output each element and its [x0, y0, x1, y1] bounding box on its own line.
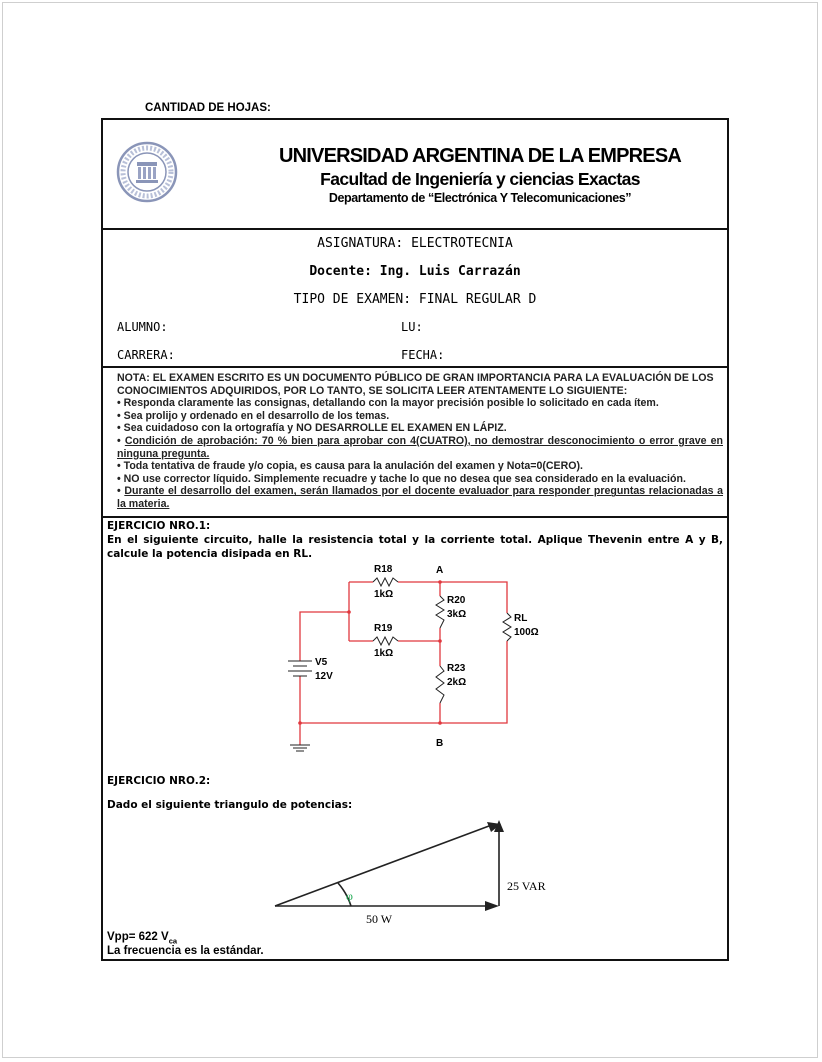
career-field[interactable]: CARRERA: — [117, 348, 175, 362]
university-seal-icon — [115, 140, 179, 204]
r23-label: R23 — [447, 663, 466, 674]
exercise-2-title: EJERCICIO NRO.2: — [107, 775, 211, 787]
node-a-label: A — [436, 565, 444, 576]
power-triangle-diagram — [263, 810, 583, 940]
exam-rules — [103, 368, 727, 518]
rule-item: • NO use corrector líquido. Simplemente recuadre y tache lo que no desea que sea considerado en la evaluación. — [117, 472, 686, 485]
active-power-label: 50 W — [366, 912, 393, 926]
exercise-1-text: En el siguiente circuito, halle la resistencia total y la corriente total. Aplique Thevenin entre A y B, calcule la potencia disipada en RL. — [107, 534, 723, 560]
circuit-diagram — [278, 558, 558, 758]
department-name: Departamento de “Electrónica Y Telecomunicaciones” — [328, 191, 632, 205]
university-name: UNIVERSIDAD ARGENTINA DE LA EMPRESA — [278, 145, 682, 167]
exercise-1-title: EJERCICIO NRO.1: — [107, 520, 211, 532]
exam-box — [101, 118, 729, 961]
rule-item-oral — [117, 485, 723, 510]
rule-item: • Responda claramente las consignas, detallando con la mayor precisión posible lo solicitado en cada ítem. — [117, 397, 659, 410]
vpp-text: Vpp= 622 V — [107, 931, 169, 943]
frequency-note: La frecuencia es la estándar. — [107, 945, 264, 957]
bullet: • — [117, 485, 125, 498]
faculty-name: Facultad de Ingeniería y ciencias Exactas — [320, 169, 640, 189]
angle-label: φ — [346, 889, 353, 903]
v5-value: 12V — [315, 671, 333, 682]
rule-item-approval — [117, 435, 723, 460]
bullet: • — [117, 434, 125, 447]
r19-value: 1kΩ — [374, 648, 394, 659]
rule-item-text: Condición de aprobación: 70 % bien para aprobar con 4(CUATRO), no demostrar desconocimiento o error grave en ninguna pregunta. — [117, 434, 723, 460]
rules-text — [117, 372, 723, 511]
teacher: Docente: Ing. Luis Carrazán — [309, 264, 521, 279]
lu-field[interactable]: LU: — [401, 320, 423, 334]
r18-value: 1kΩ — [374, 589, 394, 600]
r23-value: 2kΩ — [447, 677, 467, 688]
rule-item: • Sea prolijo y ordenado en el desarrollo de los temas. — [117, 409, 390, 422]
reactive-power-label: 25 VAR — [507, 879, 546, 893]
node-b-label: B — [436, 738, 444, 749]
date-field[interactable]: FECHA: — [401, 348, 445, 362]
r18-label: R18 — [374, 564, 393, 575]
university-header — [103, 120, 727, 230]
vpp-value — [107, 931, 177, 945]
rule-item-text: Durante el desarrollo del examen, serán llamados por el docente evaluador para responder preguntas relacionadas a la materia. — [117, 485, 724, 510]
rl-value: 100Ω — [514, 627, 539, 638]
exercise-2-text: Dado el siguiente triangulo de potencias: — [107, 799, 353, 811]
university-title-block — [275, 144, 685, 207]
student-field[interactable]: ALUMNO: — [117, 320, 168, 334]
r20-label: R20 — [447, 595, 466, 606]
rl-label: RL — [514, 613, 528, 624]
rule-item: • Sea cuidadoso con la ortografía y NO DESARROLLE EL EXAMEN EN LÁPIZ. — [117, 422, 507, 435]
sheet-count-label: CANTIDAD DE HOJAS: — [145, 102, 271, 114]
r20-value: 3kΩ — [447, 609, 467, 620]
exam-info — [103, 230, 727, 368]
r19-label: R19 — [374, 623, 393, 634]
exam-type: TIPO DE EXAMEN: FINAL REGULAR D — [293, 292, 537, 307]
subject: ASIGNATURA: ELECTROTECNIA — [317, 236, 513, 251]
rule-item: • Toda tentativa de fraude y/o copia, es causa para la anulación del examen y Nota=0(CERO). — [117, 460, 583, 473]
rules-intro: NOTA: EL EXAMEN ESCRITO ES UN DOCUMENTO PÚBLICO DE GRAN IMPORTANCIA PARA LA EVALUACIÓN DE LOS CONOCIMIENTOS ADQUIRIDOS, POR LO TANTO, SE SOLICITA LEER ATENTAMENTE LO SIGUIENTE: — [117, 372, 714, 397]
vpp-subscript: ca — [168, 936, 178, 946]
v5-label: V5 — [315, 657, 328, 668]
